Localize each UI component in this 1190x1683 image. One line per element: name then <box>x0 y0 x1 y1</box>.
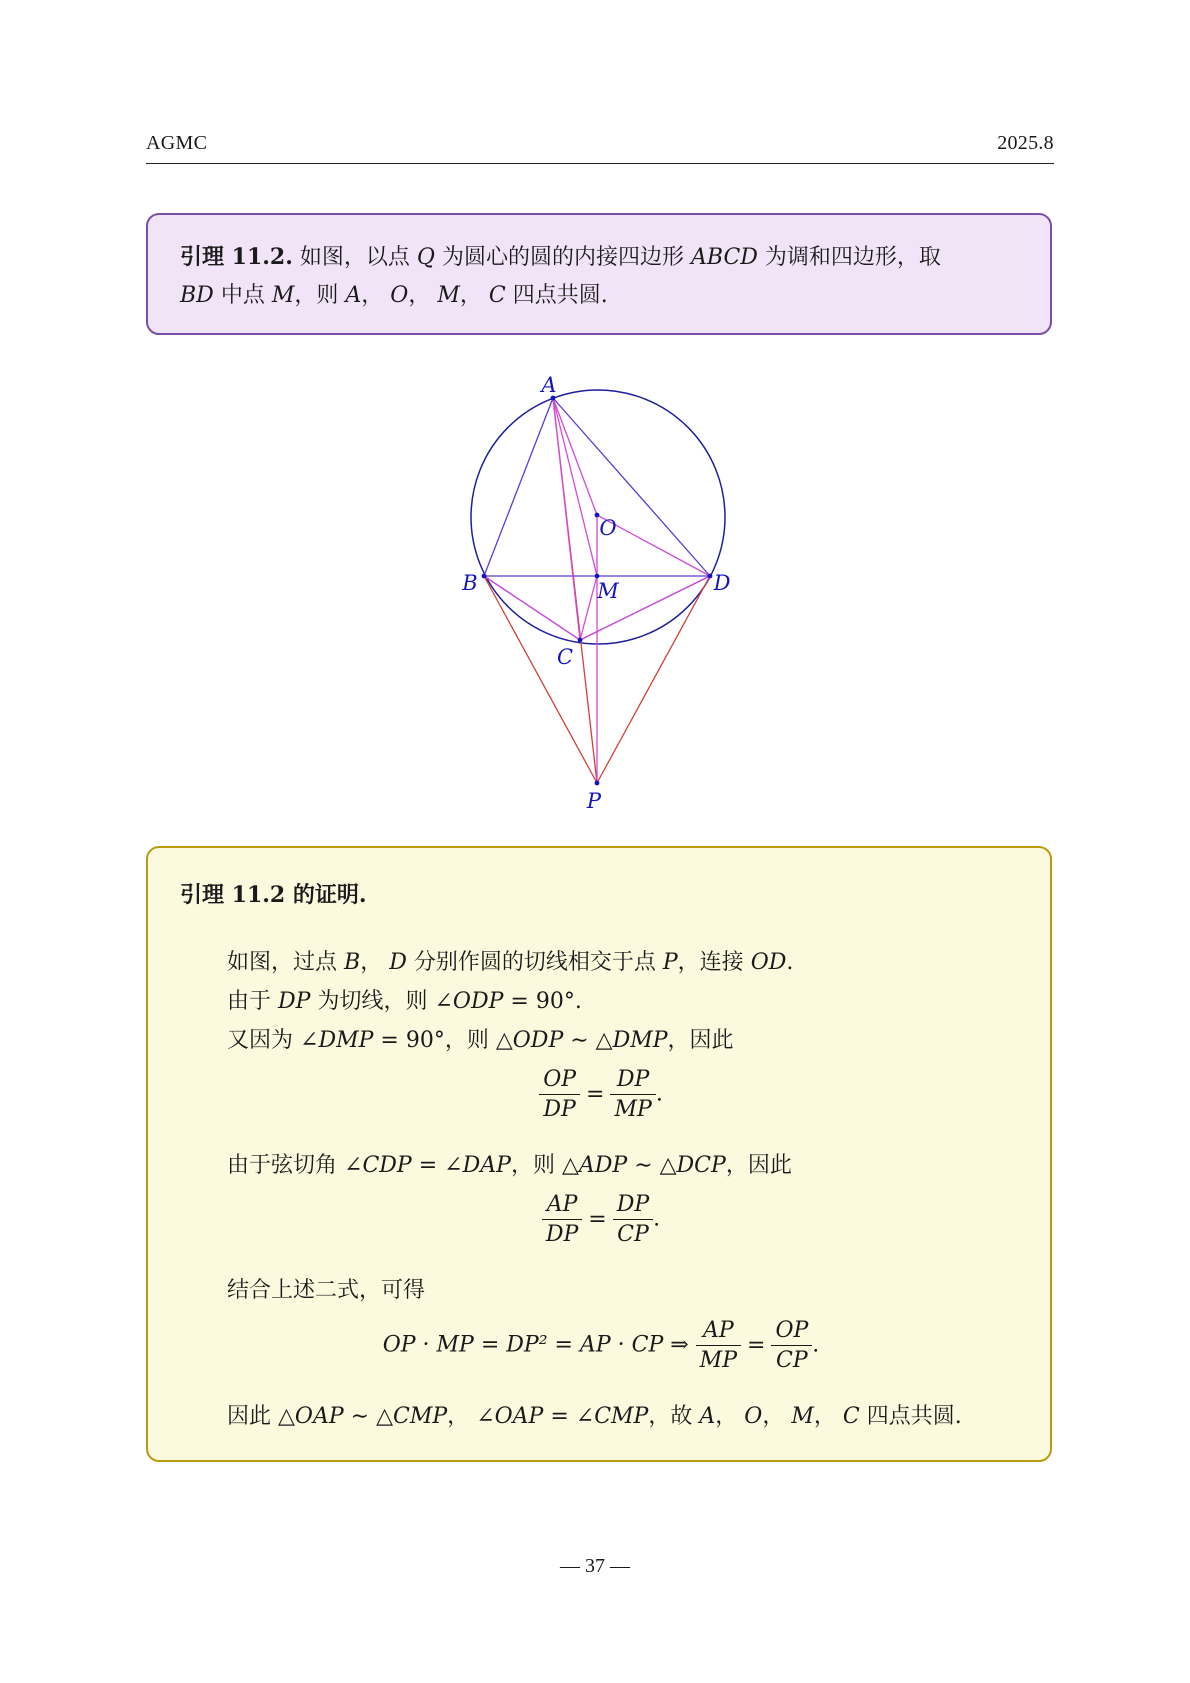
math-var: BD <box>180 283 214 308</box>
math-op: = <box>418 1153 438 1178</box>
label-D: D <box>713 571 731 595</box>
equation-3 <box>148 1318 1054 1373</box>
label-M: M <box>597 579 619 603</box>
lemma-statement <box>180 238 1026 315</box>
denominator: DP <box>539 1094 580 1122</box>
math-var: M <box>791 1404 814 1429</box>
proof-text: 分别作圆的切线相交于点 <box>413 950 656 975</box>
punct: ， <box>408 283 431 308</box>
proof-text: ，连接 <box>677 950 744 975</box>
fraction <box>613 1192 653 1247</box>
lemma-text: 为调和四边形，取 <box>764 245 941 270</box>
proof-text: ，故 <box>648 1404 693 1429</box>
math-var: O <box>390 283 409 308</box>
denominator: MP <box>610 1094 655 1122</box>
proof-line-4 <box>227 1151 792 1181</box>
fraction <box>542 1192 582 1247</box>
fraction <box>696 1318 741 1373</box>
proof-line-3 <box>227 1026 734 1056</box>
segment-CM <box>580 576 597 640</box>
math-var: O <box>744 1404 763 1429</box>
tangent-BP <box>484 576 597 783</box>
proof-line-2 <box>227 987 582 1017</box>
punct: . <box>655 1081 663 1107</box>
proof-text: ，因此 <box>725 1153 792 1178</box>
proof-text: 四点共圆. <box>866 1404 962 1429</box>
math-expr: △OAP ∼ △CMP <box>278 1404 448 1429</box>
math-var: M <box>271 283 295 308</box>
side-DA <box>553 398 710 576</box>
point-C <box>578 638 583 643</box>
geometry-figure <box>440 362 760 822</box>
equation-2 <box>148 1192 1054 1247</box>
punct: ， <box>361 283 384 308</box>
segment-BC-aux <box>484 576 580 640</box>
side-AB <box>484 398 553 576</box>
proof-line-1 <box>227 948 793 978</box>
point-M <box>595 574 600 579</box>
punct: ， <box>715 1404 738 1429</box>
proof-text: 因此 <box>227 1404 272 1429</box>
header-rule <box>146 163 1054 164</box>
numerator: OP <box>543 1067 577 1092</box>
lemma-text: 中点 <box>220 283 265 308</box>
label-A: A <box>541 373 557 397</box>
lemma-text: 如图，以点 <box>299 245 410 270</box>
header-right-date: 2025.8 <box>997 132 1054 154</box>
proof-text: = 90°，则 <box>380 1028 489 1053</box>
proof-title: 引理 11.2 的证明. <box>180 882 367 908</box>
denominator: MP <box>696 1345 741 1373</box>
math-var: OD <box>750 950 787 975</box>
tangent-DP <box>597 576 710 783</box>
punct: ， <box>813 1404 836 1429</box>
proof-text: 由于弦切角 <box>227 1153 338 1178</box>
math-expr: △ADP ∼ △DCP <box>561 1153 726 1178</box>
label-O: O <box>599 516 617 540</box>
fraction <box>771 1318 812 1373</box>
math-expr: ∠DAP <box>444 1153 511 1178</box>
punct: . <box>653 1206 661 1232</box>
numerator: AP <box>702 1318 734 1343</box>
math-expr: ∠ODP <box>434 989 504 1014</box>
math-expr: ∠CDP <box>344 1153 412 1178</box>
fraction <box>539 1067 580 1122</box>
fraction <box>610 1067 655 1122</box>
denominator: CP <box>771 1345 812 1373</box>
math-var: ABCD <box>690 245 758 270</box>
math-var: Q <box>416 245 435 270</box>
proof-text: 由于 <box>227 989 272 1014</box>
equals-sign: = <box>747 1332 766 1358</box>
lemma-label: 引理 11.2. <box>180 244 293 270</box>
math-var: D <box>389 950 407 975</box>
point-D <box>708 574 713 579</box>
math-var: M <box>437 283 460 308</box>
proof-text: ，因此 <box>667 1028 734 1053</box>
numerator: DP <box>616 1192 650 1217</box>
punct: ， <box>447 1404 470 1429</box>
denominator: CP <box>613 1219 653 1247</box>
math-expr: ∠OAP = ∠CMP <box>476 1404 649 1429</box>
lemma-text: 四点共圆. <box>512 283 608 308</box>
lemma-box <box>146 213 1052 335</box>
header-left-title: AGMC <box>146 132 208 154</box>
proof-line-6 <box>227 1402 962 1432</box>
math-var: B <box>344 950 361 975</box>
math-expr: ∠DMP <box>300 1028 374 1053</box>
lemma-text: 为圆心的圆的内接四边形 <box>441 245 684 270</box>
math-var: A <box>345 283 362 308</box>
proof-text: 又因为 <box>227 1028 294 1053</box>
math-expr: = 90°. <box>510 989 582 1014</box>
proof-text: ，则 <box>510 1153 555 1178</box>
proof-box <box>146 846 1052 1462</box>
math-expr: OP · MP = DP² = AP · CP ⇒ <box>382 1332 689 1358</box>
label-C: C <box>556 645 574 669</box>
punct: . <box>786 950 794 975</box>
math-var: C <box>488 283 506 308</box>
punct: ， <box>762 1404 785 1429</box>
equals-sign: = <box>586 1081 605 1107</box>
equation-1 <box>148 1067 1054 1122</box>
label-P: P <box>586 789 602 813</box>
label-B: B <box>462 571 478 595</box>
math-var: C <box>842 1404 860 1429</box>
punct: ， <box>360 950 383 975</box>
point-B <box>482 574 487 579</box>
denominator: DP <box>542 1219 582 1247</box>
punct: . <box>812 1332 820 1358</box>
math-var: P <box>662 950 678 975</box>
proof-text: 如图，过点 <box>227 950 338 975</box>
proof-line-5: 结合上述二式，可得 <box>227 1278 426 1303</box>
page-number: — 37 — <box>560 1555 630 1577</box>
segment-AM <box>553 398 597 576</box>
numerator: DP <box>616 1067 650 1092</box>
math-var: DP <box>278 989 311 1014</box>
equals-sign: = <box>588 1206 607 1232</box>
punct: ， <box>459 283 482 308</box>
math-expr: △ODP ∼ △DMP <box>495 1028 668 1053</box>
numerator: AP <box>546 1192 578 1217</box>
math-var: A <box>699 1404 716 1429</box>
numerator: OP <box>775 1318 809 1343</box>
proof-text: 为切线，则 <box>317 989 428 1014</box>
point-P <box>595 781 600 786</box>
lemma-text: ，则 <box>294 283 339 308</box>
